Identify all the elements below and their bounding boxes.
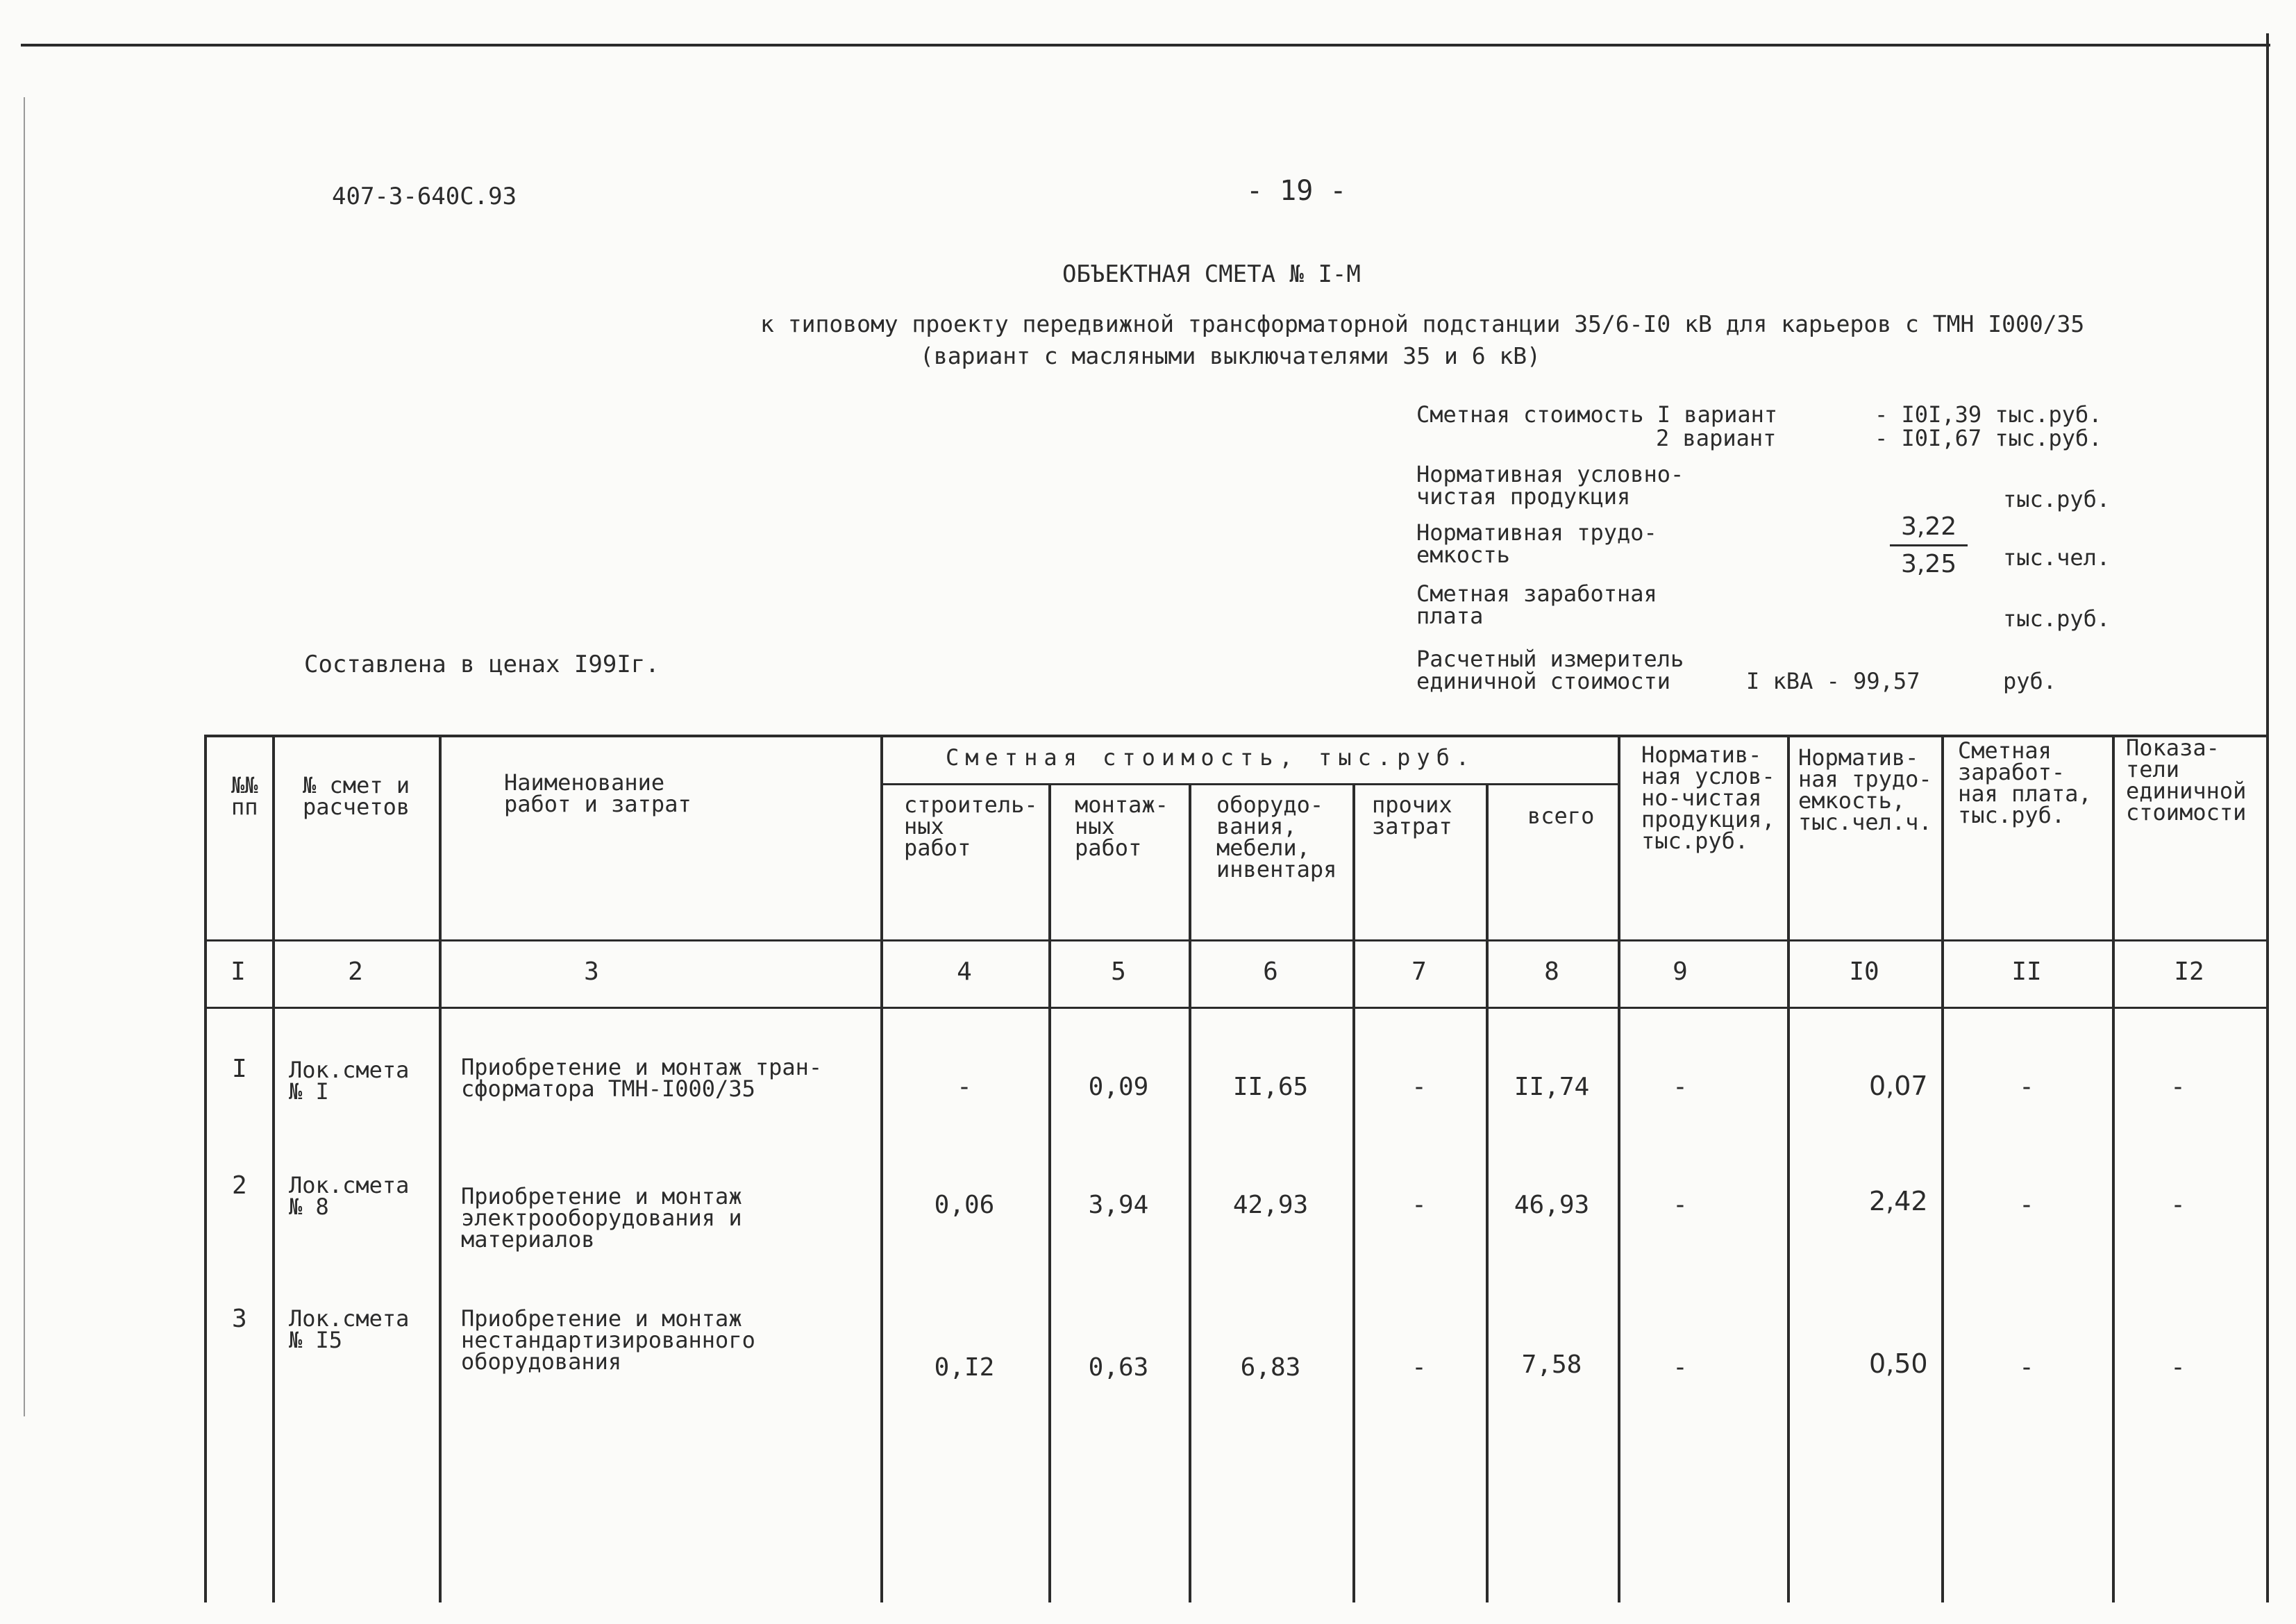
col-number: I0 <box>1849 957 1879 986</box>
labor-fraction-bar <box>1890 544 1968 546</box>
row-other-cost: - <box>1411 1191 1427 1219</box>
row-build-cost: - <box>957 1073 972 1101</box>
header-col3: Наименование работ и затрат <box>504 769 692 817</box>
row-number: I <box>232 1055 247 1083</box>
page-top-border <box>21 44 2270 47</box>
col-number: 6 <box>1263 957 1278 986</box>
page-right-border <box>2266 33 2269 1602</box>
table-header-bottom-line <box>204 939 2266 941</box>
col-number: I <box>231 957 246 986</box>
cost-value: - I0I,39 тыс.руб. <box>1875 401 2102 428</box>
row-equip-cost: II,65 <box>1232 1073 1309 1101</box>
col-number: 5 <box>1111 957 1126 986</box>
header-col7: прочих затрат <box>1372 792 1452 839</box>
col-line-3 <box>880 735 883 1602</box>
labor-label-2: емкость <box>1416 542 1510 568</box>
header-col9: Норматив- ная услов- но-чистая продукция, тыс.руб. <box>1641 742 1775 854</box>
row-equip-cost: 42,93 <box>1232 1191 1309 1219</box>
document-subtitle-line1: к типовому проекту передвижной трансформаторной подстанции 35/6-I0 кВ для карьеров с ТМН I000/35 <box>760 310 2085 337</box>
row-net-product: - <box>1673 1073 1688 1101</box>
row-mount-cost: 3,94 <box>1088 1191 1149 1219</box>
header-col10: Норматив- ная трудо- емкость, тыс.чел.ч. <box>1798 744 1932 835</box>
row-net-product: - <box>1673 1353 1688 1382</box>
col-number: II <box>2011 957 2042 986</box>
header-col1: №№ пп <box>231 772 258 820</box>
net-product-label-1: Нормативная условно- <box>1416 461 1684 487</box>
row-reference: Лок.смета № I5 <box>289 1305 410 1353</box>
header-col4: строитель- ных работ <box>904 792 1038 861</box>
row-name: Приобретение и монтаж нестандартизированного оборудования <box>461 1305 755 1375</box>
row-net-product: - <box>1673 1191 1688 1219</box>
row-wage: - <box>2019 1073 2034 1101</box>
wage-label-2: плата <box>1416 603 1484 629</box>
labor-label-1: Нормативная трудо- <box>1416 519 1657 546</box>
header-col12: Показа- тели единичной стоимости <box>2126 737 2247 823</box>
row-wage: - <box>2019 1353 2034 1382</box>
row-total-cost: II,74 <box>1514 1073 1590 1101</box>
col-number: I2 <box>2174 957 2204 986</box>
col-number: 4 <box>957 957 972 986</box>
row-name: Приобретение и монтаж электрооборудования и материалов <box>461 1183 742 1253</box>
row-build-cost: 0,06 <box>934 1191 995 1219</box>
page-left-mark <box>24 97 25 1416</box>
header-col8: всего <box>1527 803 1595 829</box>
wage-unit: тыс.руб. <box>2003 605 2111 632</box>
col-line-2 <box>439 735 442 1602</box>
row-build-cost: 0,I2 <box>934 1353 995 1382</box>
col-line-10 <box>1941 735 1944 1602</box>
compiled-prices-note: Составлена в ценах I99Iг. <box>304 651 660 678</box>
row-labor: 0,50 <box>1869 1348 1928 1379</box>
row-other-cost: - <box>1411 1353 1427 1382</box>
row-reference: Лок.смета № I <box>289 1057 410 1105</box>
col-line-9 <box>1787 735 1790 1602</box>
document-code: 407-3-640С.93 <box>332 183 517 210</box>
row-index: - <box>2170 1191 2186 1219</box>
row-total-cost: 7,58 <box>1521 1350 1582 1379</box>
table-group-line <box>882 783 1618 785</box>
unit-measure-unit: руб. <box>2003 668 2057 694</box>
table-number-row-bottom-line <box>204 1007 2266 1009</box>
col-number: 7 <box>1411 957 1427 986</box>
labor-denominator: 3,25 <box>1901 550 1957 578</box>
row-equip-cost: 6,83 <box>1240 1353 1301 1382</box>
col-number: 3 <box>584 957 599 986</box>
col-line-11 <box>2112 735 2115 1602</box>
header-col11: Сметная заработ- ная плата, тыс.руб. <box>1958 737 2092 828</box>
row-labor: 0,07 <box>1869 1071 1928 1101</box>
net-product-unit: тыс.руб. <box>2003 486 2111 512</box>
header-col6: оборудо- вания, мебели, инвентаря <box>1216 792 1337 882</box>
header-group-cost: Сметная стоимость, тыс.руб. <box>946 744 1476 771</box>
col-number: 9 <box>1673 957 1688 986</box>
col-line-8 <box>1618 735 1620 1602</box>
row-total-cost: 46,93 <box>1514 1191 1590 1219</box>
col-line-0 <box>204 735 207 1602</box>
cost2-label: 2 вариант <box>1656 425 1777 451</box>
document-title: ОБЪЕКТНАЯ СМЕТА № I-М <box>1062 260 1361 288</box>
unit-measure-label-1: Расчетный измеритель <box>1416 646 1684 672</box>
labor-numerator: 3,22 <box>1901 512 1957 541</box>
row-other-cost: - <box>1411 1073 1427 1101</box>
cost-label: Сметная стоимость I вариант <box>1416 401 1778 428</box>
row-index: - <box>2170 1073 2186 1101</box>
wage-label-1: Сметная заработная <box>1416 580 1657 607</box>
unit-measure-value: I кВА - 99,57 <box>1746 668 1920 694</box>
row-mount-cost: 0,63 <box>1088 1353 1149 1382</box>
row-reference: Лок.смета № 8 <box>289 1172 410 1220</box>
row-mount-cost: 0,09 <box>1088 1073 1149 1101</box>
row-index: - <box>2170 1353 2186 1382</box>
header-col5: монтаж- ных работ <box>1075 792 1168 861</box>
net-product-label-2: чистая продукция <box>1416 483 1631 510</box>
cost2-value: - I0I,67 тыс.руб. <box>1875 425 2102 451</box>
header-col2: № смет и расчетов <box>303 772 410 820</box>
row-number: 2 <box>232 1171 247 1200</box>
document-subtitle-line2: (вариант с масляными выключателями 35 и 6 кВ) <box>920 342 1541 369</box>
col-number: 8 <box>1544 957 1559 986</box>
labor-unit: тыс.чел. <box>2003 544 2111 571</box>
table-top-line <box>204 735 2266 737</box>
row-labor: 2,42 <box>1869 1186 1928 1216</box>
col-line-1 <box>272 735 275 1602</box>
row-number: 3 <box>232 1305 247 1333</box>
row-wage: - <box>2019 1191 2034 1219</box>
unit-measure-label-2: единичной стоимости <box>1416 668 1671 694</box>
page-number: - 19 - <box>1246 175 1347 207</box>
row-name: Приобретение и монтаж тран- сформатора ТМН-I000/35 <box>461 1054 823 1102</box>
col-number: 2 <box>348 957 363 986</box>
